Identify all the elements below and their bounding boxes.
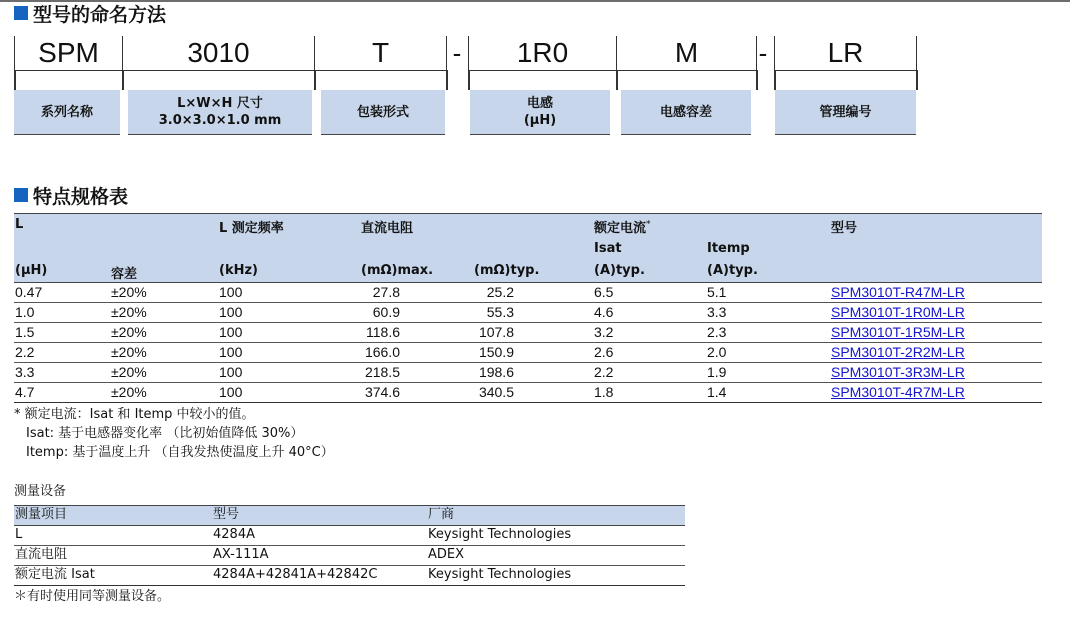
header-dcr: 直流电阻 [361,221,414,236]
connector-line [756,70,758,90]
equipment-footnote: ＊有时使用同等测量设备。 [14,589,171,604]
category-label: 包装形式 [356,104,409,120]
table-row [14,322,1042,343]
code-series: SPM [14,36,122,71]
category-packaging [321,90,445,135]
cell-tolerance: ±20% [111,284,147,300]
header-rated-mark: * [646,219,651,230]
note-rated-current: * 额定电流：Isat 和 Itemp 中较小的值。 [14,407,255,422]
cell-itemp: 1.4 [707,384,727,400]
equipment-row [14,525,685,546]
equipment-row [14,565,685,586]
table-row [14,282,1042,303]
connector-line [774,70,776,90]
eq-model: 4284A [213,527,255,542]
cell-freq: 100 [219,304,243,320]
cell-dcr-typ: 55.3 [486,304,514,320]
category-label: 管理编号 [819,104,872,120]
eq-model: 4284A+42841A+42842C [213,567,378,582]
category-label: 系列名称 [40,104,93,120]
part-number-link[interactable]: SPM3010T-1R0M-LR [831,304,965,320]
eq-model: AX-111A [213,547,269,562]
connector-line [446,70,448,90]
connector-line [14,70,16,90]
cell-itemp: 2.3 [707,324,727,340]
category-label: 电感 [526,96,553,111]
cell-dcr-max: 374.6 [364,384,400,400]
cell-freq: 100 [219,364,243,380]
header-dcr-typ: (mΩ)typ. [474,263,540,278]
header-l-unit: (µH) [15,263,48,278]
category-size [128,90,312,135]
eq-item: L [15,527,23,542]
cell-l: 1.5 [15,324,35,340]
code-packaging: T [314,36,447,71]
naming-section-title [14,1,166,25]
category-label: 电感容差 [659,104,712,120]
cell-isat: 1.8 [594,384,614,400]
cell-tolerance: ±20% [111,344,147,360]
header-tolerance: 容差 [111,267,138,282]
eq-header-model: 型号 [213,507,240,522]
part-number-link[interactable]: SPM3010T-3R3M-LR [831,364,965,380]
cell-l: 0.47 [15,284,43,300]
table-row [14,382,1042,403]
cell-dcr-typ: 198.6 [478,364,514,380]
connector-line [314,70,316,90]
part-number-link[interactable]: SPM3010T-2R2M-LR [831,344,965,360]
part-number-link[interactable]: SPM3010T-4R7M-LR [831,384,965,400]
cell-l: 4.7 [15,384,35,400]
cell-dcr-typ: 107.8 [478,324,514,340]
cell-l: 2.2 [15,344,35,360]
table-row [14,362,1042,383]
header-rated-current [594,217,651,236]
cell-dcr-typ: 150.9 [478,344,514,360]
spec-table-header [14,213,1042,283]
code-management: LR [774,36,917,71]
cell-l: 3.3 [15,364,35,380]
eq-item: 直流电阻 [15,547,68,562]
connector-line [122,70,124,90]
cell-freq: 100 [219,384,243,400]
category-sublabel: (µH) [523,113,557,128]
cell-tolerance: ±20% [111,304,147,320]
cell-tolerance: ±20% [111,384,147,400]
eq-header-maker: 厂商 [428,507,455,522]
cell-l: 1.0 [15,304,35,320]
cell-freq: 100 [219,324,243,340]
category-series-name [14,90,120,135]
naming-title-text: 型号的命名方法 [33,3,167,26]
category-management-no [775,90,916,135]
cell-freq: 100 [219,344,243,360]
cell-isat: 4.6 [594,304,614,320]
cell-isat: 2.2 [594,364,614,380]
connector-line [616,70,618,90]
header-itemp: Itemp [707,241,750,256]
header-dcr-max: (mΩ)max. [361,263,434,278]
eq-item: 额定电流 Isat [15,567,95,582]
header-isat-unit: (A)typ. [594,263,645,278]
cell-isat: 6.5 [594,284,614,300]
cell-dcr-max: 218.5 [364,364,400,380]
part-number-link[interactable]: SPM3010T-1R5M-LR [831,324,965,340]
category-sublabel: 3.0×3.0×1.0 mm [158,113,282,128]
part-number-link[interactable]: SPM3010T-R47M-LR [831,284,965,300]
cell-dcr-max: 60.9 [372,304,400,320]
header-part-number: 型号 [831,221,858,236]
connector-line [468,70,470,90]
header-itemp-unit: (A)typ. [707,263,758,278]
category-label: L×W×H 尺寸 [177,96,263,111]
section-marker-icon [14,6,28,20]
spec-title-text: 特点规格表 [33,185,129,208]
cell-itemp: 2.0 [707,344,727,360]
code-tolerance: M [616,36,757,71]
note-itemp: Itemp: 基于温度上升 （自我发热使温度上升 40°C） [26,445,334,460]
eq-maker: Keysight Technologies [428,527,572,542]
eq-header-item: 测量项目 [15,507,68,522]
separator-dash-2: - [758,38,768,68]
table-row [14,302,1042,323]
code-inductance: 1R0 [468,36,616,71]
code-size: 3010 [122,36,314,71]
cell-freq: 100 [219,284,243,300]
cell-dcr-max: 27.8 [372,284,400,300]
section-marker-icon [14,188,28,202]
cell-isat: 2.6 [594,344,614,360]
header-freq-unit: (kHz) [219,263,258,278]
header-isat: Isat [594,241,622,256]
cell-isat: 3.2 [594,324,614,340]
cell-tolerance: ±20% [111,324,147,340]
cell-dcr-max: 166.0 [364,344,400,360]
equipment-title: 测量设备 [14,484,67,499]
cell-itemp: 5.1 [707,284,727,300]
equipment-table-header [14,505,685,526]
cell-dcr-typ: 25.2 [486,284,514,300]
separator-dash-1: - [452,38,462,68]
header-l: L [15,217,24,232]
note-isat: Isat: 基于电感器变化率 （比初始值降低 30%） [26,426,304,441]
cell-tolerance: ±20% [111,364,147,380]
header-rated-text: 额定电流 [594,221,647,236]
equipment-row [14,545,685,566]
connector-line [916,70,918,90]
cell-itemp: 3.3 [707,304,727,320]
cell-dcr-typ: 340.5 [478,384,514,400]
cell-itemp: 1.9 [707,364,727,380]
eq-maker: ADEX [428,547,465,562]
category-inductance [470,90,610,135]
header-freq: L 测定频率 [219,221,284,236]
category-tolerance [621,90,751,135]
cell-dcr-max: 118.6 [366,324,400,340]
table-row [14,342,1042,363]
eq-maker: Keysight Technologies [428,567,572,582]
spec-section-title [14,183,128,207]
